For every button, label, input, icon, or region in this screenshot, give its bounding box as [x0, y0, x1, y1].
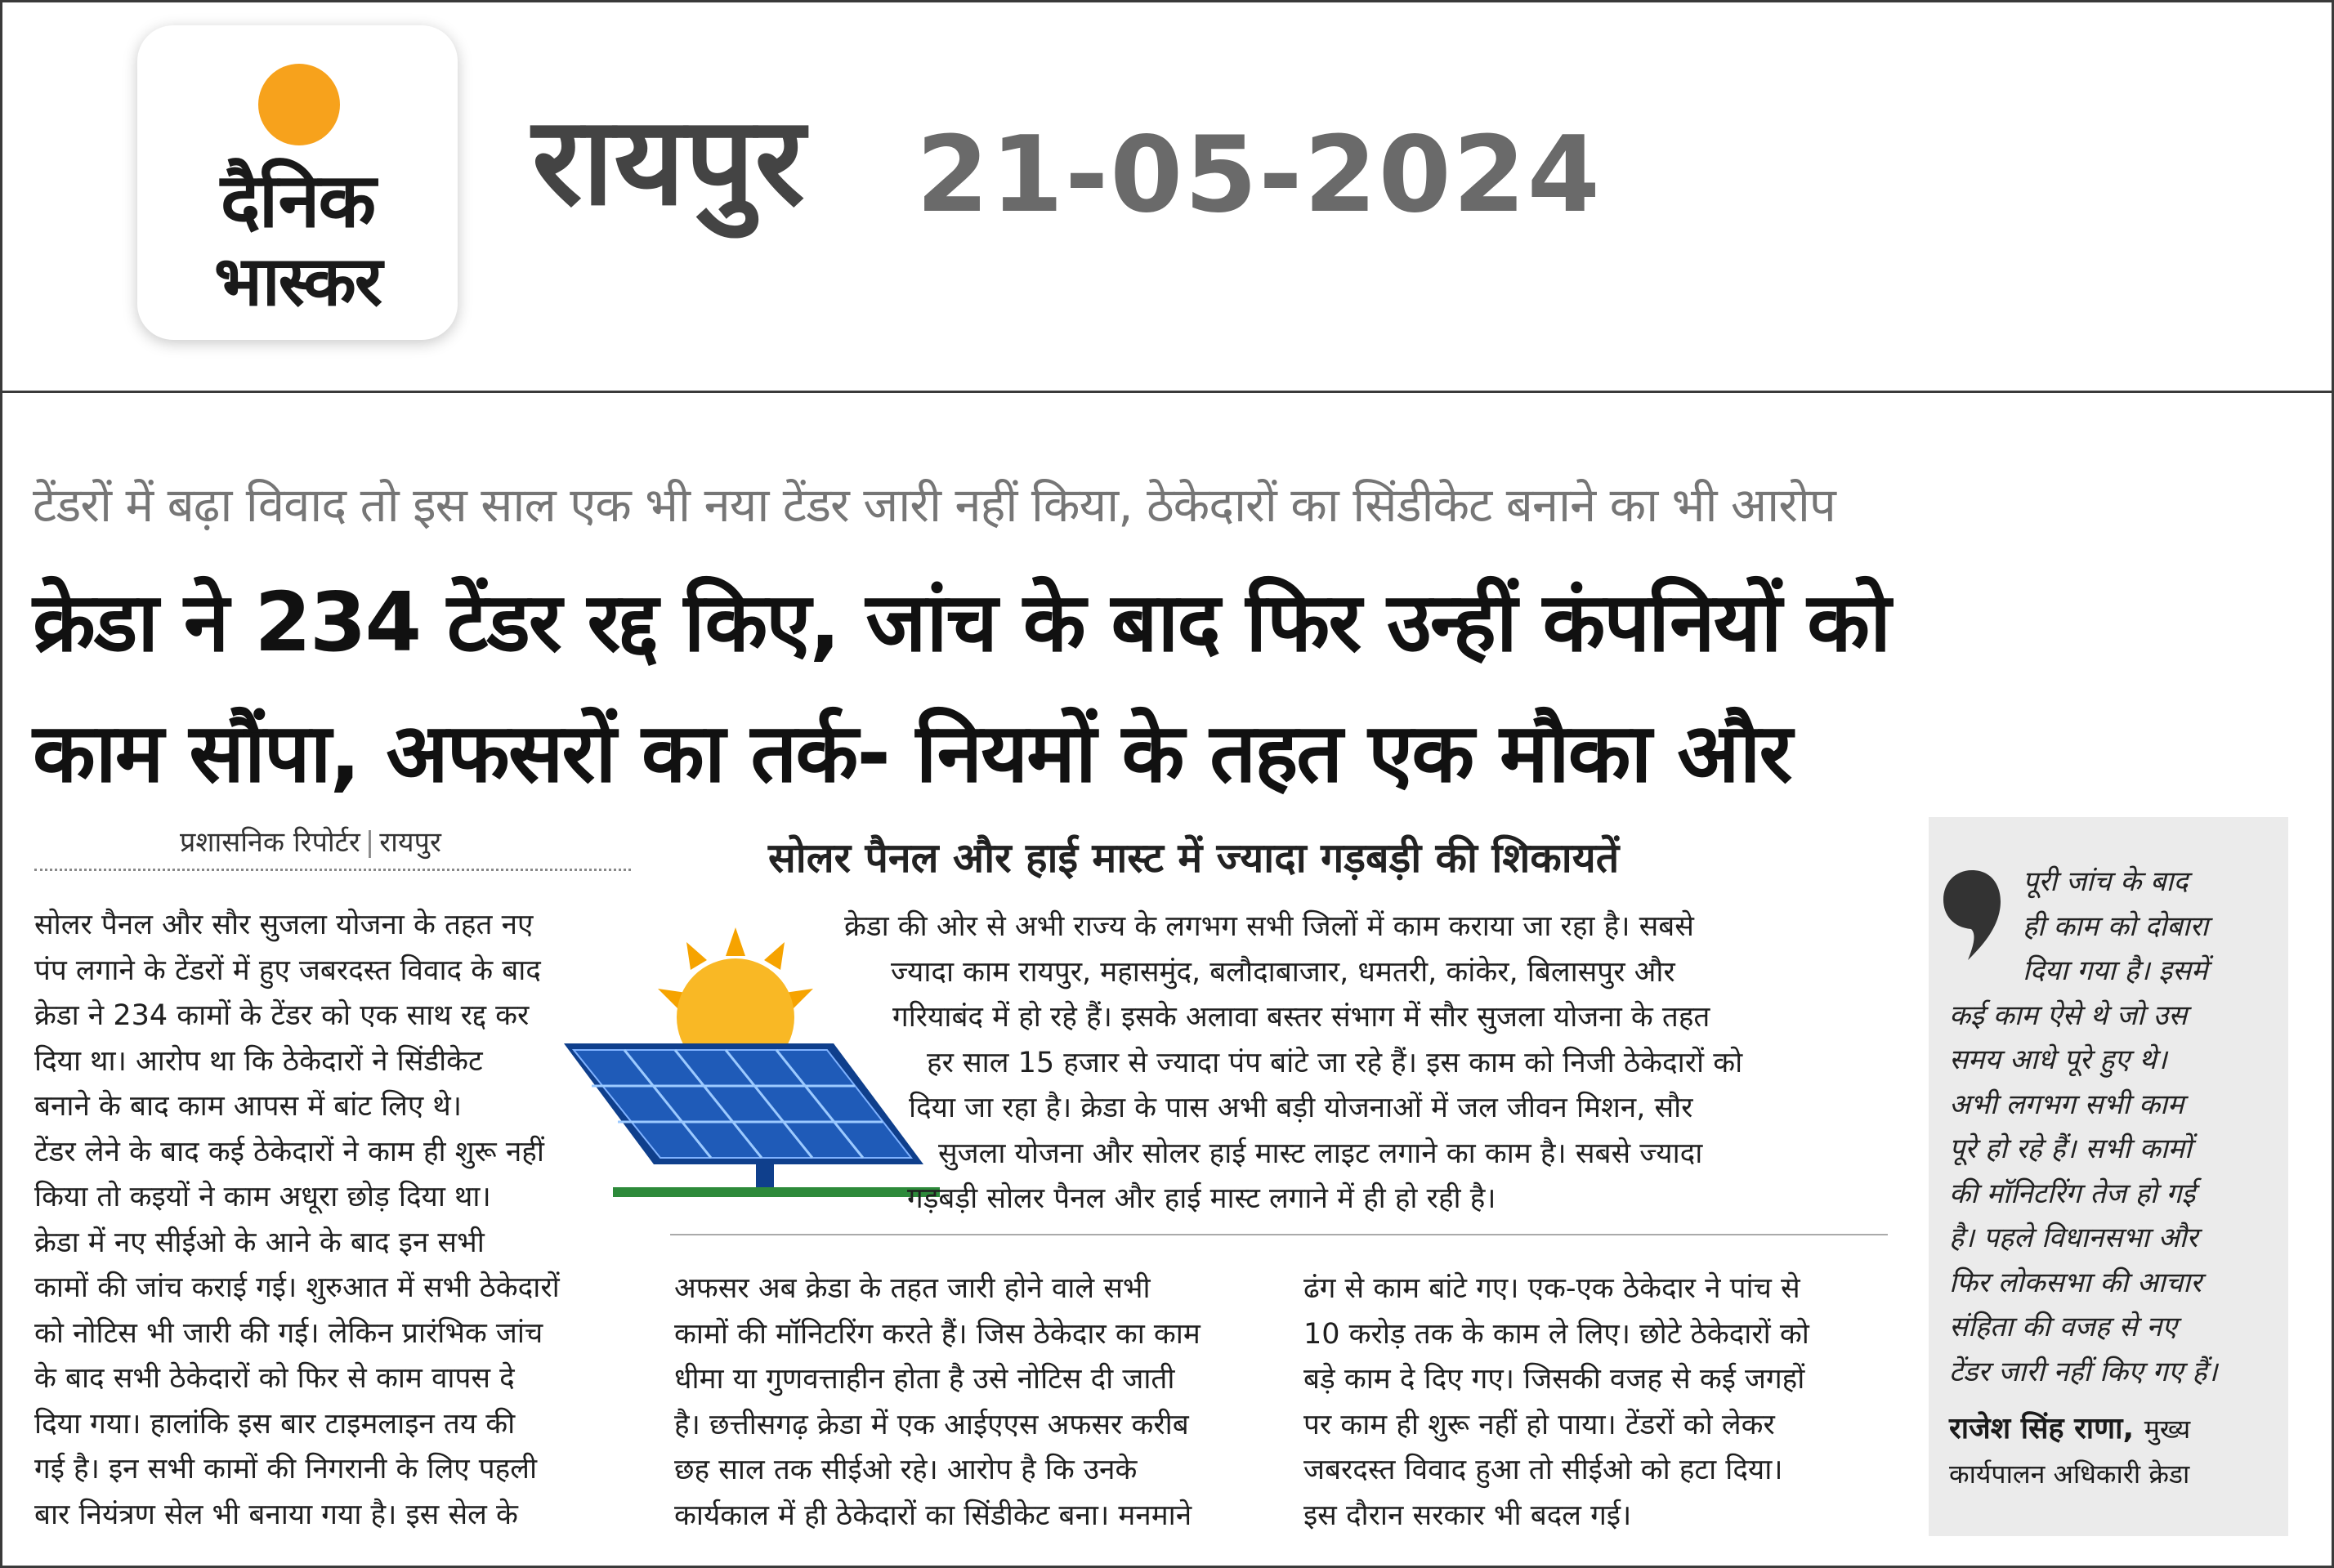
col1-line-3: क्रेडा ने 234 कामों के टेंडर को एक साथ रद्द कर [34, 999, 530, 1032]
col2-line-2: कामों की मॉनिटरिंग करते हैं। जिस ठेकेदार का काम [674, 1317, 1201, 1351]
subheading: सोलर पैनल और हाई मास्ट में ज्यादा गड़बड़ी की शिकायतें [768, 834, 1620, 882]
quote-mark-icon [1943, 870, 2001, 960]
section-divider [670, 1234, 1888, 1235]
article-kicker: टेंडरों में बढ़ा विवाद तो इस साल एक भी नया टेंडर जारी नहीं किया, ठेकेदारों का सिंडीकेट बनाने का भी आरोप [33, 477, 1835, 533]
col1-line-6: टेंडर लेने के बाद कई ठेकेदारों ने काम ही शुरू नहीं [34, 1135, 544, 1168]
upper-line-6: सुजला योजना और सोलर हाई मास्ट लाइट लगाने का काम है। सबसे ज्यादा [938, 1137, 1703, 1170]
quote-line-11: संहिता की वजह से नए [1949, 1311, 2178, 1343]
quote-line-12: टेंडर जारी नहीं किए गए हैं। [1949, 1355, 2218, 1388]
dainik-bhaskar-logo [137, 25, 458, 340]
col3-line-6: इस दौरान सरकार भी बदल गई। [1303, 1499, 1632, 1532]
logo-line1: दैनिक [220, 157, 375, 244]
solar-panel-illustration [564, 927, 940, 1213]
col3-line-4: पर काम ही शुरू नहीं हो पाया। टेंडरों को लेकर [1303, 1408, 1775, 1441]
quote-line-2: ही काम को दोबारा [2023, 909, 2209, 943]
upper-line-4: हर साल 15 हजार से ज्यादा पंप बांटे जा रहे हैं। इस काम को निजी ठेकेदारों को [927, 1046, 1743, 1079]
col1-line-5: बनाने के बाद काम आपस में बांट लिए थे। [34, 1090, 463, 1123]
col1-line-9: कामों की जांच कराई गई। शुरुआत में सभी ठेकेदारों [34, 1271, 560, 1304]
col1-line-7: किया तो कइयों ने काम अधूरा छोड़ दिया था। [34, 1181, 491, 1213]
quote-line-6: अभी लगभग सभी काम [1949, 1088, 2184, 1121]
col3-line-2: 10 करोड़ तक के काम ले लिए। छोटे ठेकेदारों को [1303, 1317, 1809, 1351]
byline-author: प्रशासनिक रिपोर्टर [180, 826, 360, 859]
headline-line1: क्रेडा ने 234 टेंडर रद्द किए, जांच के बाद फिर उन्हीं कंपनियों को [33, 574, 1890, 670]
byline-city: रायपुर [379, 826, 441, 859]
quote-author [1949, 1407, 2190, 1447]
col1-line-13: गई है। इन सभी कामों की निगरानी के लिए पहली [34, 1453, 538, 1485]
quote-author-name: राजेश सिंह राणा, [1949, 1412, 2135, 1445]
quote-line-5: समय आधे पूरे हुए थे। [1949, 1043, 2167, 1076]
col1-line-1: सोलर पैनल और सौर सुजला योजना के तहत नए [34, 909, 534, 941]
col1-line-12: दिया गया। हालांकि इस बार टाइमलाइन तय की [34, 1407, 516, 1441]
quote-line-10: फिर लोकसभा की आचार [1949, 1266, 2202, 1299]
col2-line-6: कार्यकाल में ही ठेकेदारों का सिंडीकेट बना। मनमाने [674, 1499, 1192, 1532]
masthead-panel [0, 0, 2334, 394]
byline-divider [34, 869, 631, 871]
quote-line-7: पूरे हो रहे हैं। सभी कामों [1949, 1132, 2192, 1165]
quote-line-9: है। पहले विधानसभा और [1949, 1222, 2198, 1254]
headline-line2: काम सौंपा, अफसरों का तर्क- नियमों के तहत एक मौका और [33, 705, 1791, 801]
col1-line-11: के बाद सभी ठेकेदारों को फिर से काम वापस दे [34, 1362, 515, 1395]
col1-line-2: पंप लगाने के टेंडरों में हुए जबरदस्त विवाद के बाद [34, 954, 541, 987]
col3-line-3: बड़े काम दे दिए गए। जिसकी वजह से कई जगहों [1303, 1363, 1805, 1396]
edition-city: रायपुर [532, 91, 805, 233]
quote-line-3: दिया गया है। इसमें [2023, 954, 2208, 987]
upper-line-7: गड़बड़ी सोलर पैनल और हाई मास्ट लगाने में ही हो रही है। [907, 1182, 1496, 1215]
col1-line-8: क्रेडा में नए सीईओ के आने के बाद इन सभी [34, 1226, 485, 1259]
sun-icon [258, 64, 340, 145]
upper-line-1: क्रेडा की ओर से अभी राज्य के लगभग सभी जिलों में काम कराया जा रहा है। सबसे [844, 910, 1694, 943]
col2-line-1: अफसर अब क्रेडा के तहत जारी होने वाले सभी [674, 1272, 1151, 1305]
quote-author-role-part1: मुख्य [2144, 1414, 2191, 1445]
col1-line-14: बार नियंत्रण सेल भी बनाया गया है। इस सेल के [34, 1498, 518, 1531]
col2-line-4: है। छत्तीसगढ़ क्रेडा में एक आईएएस अफसर करीब [674, 1408, 1189, 1441]
byline-separator: | [364, 826, 375, 859]
col1-line-10: को नोटिस भी जारी की गई। लेकिन प्रारंभिक जांच [34, 1316, 543, 1350]
logo-line2: भास्कर [213, 241, 382, 321]
col3-line-5: जबरदस्त विवाद हुआ तो सीईओ को हटा दिया। [1303, 1454, 1783, 1486]
col3-line-1: ढंग से काम बांटे गए। एक-एक ठेकेदार ने पांच से [1303, 1272, 1800, 1305]
col1-line-4: दिया था। आरोप था कि ठेकेदारों ने सिंडीकेट [34, 1044, 483, 1078]
col2-line-3: धीमा या गुणवत्ताहीन होता है उसे नोटिस दी जाती [674, 1363, 1175, 1396]
upper-line-5: दिया जा रहा है। क्रेडा के पास अभी बड़ी योजनाओं में जल जीवन मिशन, सौर [909, 1092, 1693, 1124]
edition-date: 21-05-2024 [916, 114, 1602, 236]
quote-author-role-part2: कार्यपालन अधिकारी क्रेडा [1949, 1459, 2190, 1490]
col2-line-5: छह साल तक सीईओ रहे। आरोप है कि उनके [674, 1454, 1138, 1486]
upper-line-2: ज्यादा काम रायपुर, महासमुंद, बलौदाबाजार, धमतरी, कांकेर, बिलासपुर और [891, 955, 1675, 989]
byline [180, 822, 441, 860]
quote-line-8: की मॉनिटरिंग तेज हो गई [1949, 1177, 2196, 1210]
quote-line-4: कई काम ऐसे थे जो उस [1949, 998, 2188, 1032]
quote-line-1: पूरी जांच के बाद [2023, 865, 2189, 898]
upper-line-3: गरियाबंद में हो रहे हैं। इसके अलावा बस्तर संभाग में सौर सुजला योजना के तहत [892, 1001, 1710, 1034]
